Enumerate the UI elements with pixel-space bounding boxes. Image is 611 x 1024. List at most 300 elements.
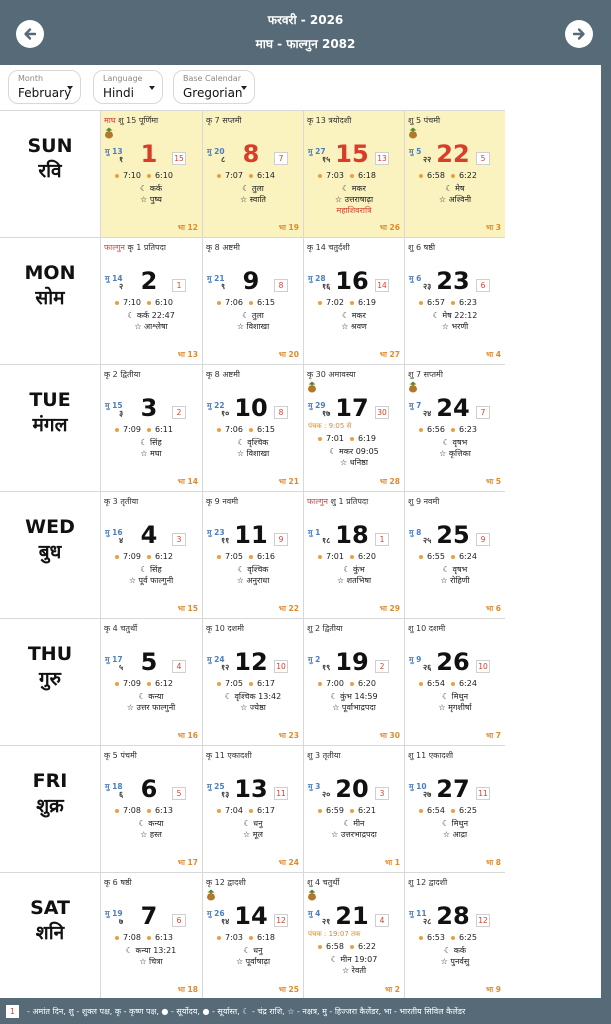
hijri-date: मु 24: [207, 655, 225, 664]
weekday-hindi: बुध: [38, 541, 62, 563]
moon-rashi: ☾ मिथुन: [441, 692, 469, 701]
tithi-number-box: 2: [375, 660, 389, 673]
gregorian-day-number: 24: [436, 394, 470, 422]
sun-times: [115, 933, 202, 942]
hijri-date: मु 10: [409, 782, 427, 791]
sunrise-icon: [115, 555, 119, 559]
sunset-time: 6:16: [256, 552, 275, 561]
base-calendar-select[interactable]: [173, 70, 255, 104]
hijri-date: मु 19: [105, 909, 123, 918]
moon-rashi: ☾ वृश्चिक 13:42: [224, 692, 282, 701]
sunrise-icon: [419, 428, 423, 432]
weekday-label-sun: [0, 110, 100, 237]
moon-rashi: ☾ मकर 09:05: [329, 447, 379, 456]
indian-civil-date: भा 17: [177, 858, 198, 867]
sunrise-time: 6:58: [427, 171, 445, 180]
sunset-time: 6:12: [154, 679, 173, 688]
nakshatra: ☆ शतभिषा: [336, 576, 372, 585]
tithi-label: [408, 496, 439, 507]
weekday-label-thu: [0, 618, 100, 745]
tithi-number-box: 9: [476, 533, 490, 546]
tithi-label: [307, 750, 341, 761]
day-cell[interactable]: [100, 491, 202, 618]
hindu-month-name: फाल्गुन: [104, 243, 125, 252]
hijri-date: मु 13: [105, 147, 123, 156]
tithi-text: शु 6 षष्ठी: [408, 243, 436, 252]
moon-rashi: ☾ मकर: [342, 311, 366, 320]
sunset-time: 6:20: [357, 679, 376, 688]
sunset-time: 6:18: [357, 171, 376, 180]
tithi-text: कृ 5 पंचमी: [104, 751, 137, 760]
tithi-text: कृ 10 दशमी: [206, 624, 244, 633]
sunrise-time: 7:05: [225, 679, 243, 688]
sunset-time: 6:17: [256, 679, 275, 688]
indian-civil-date: भा 18: [177, 985, 198, 994]
gregorian-day-number: 5: [140, 648, 158, 676]
tithi-number-box: 10: [476, 660, 490, 673]
sun-times: [318, 298, 404, 307]
tithi-label: [104, 242, 166, 253]
nakshatra: ☆ अश्विनी: [438, 195, 472, 204]
tithi-label: [104, 496, 138, 507]
gregorian-day-number: 1: [140, 140, 158, 168]
calendar-grid: [0, 110, 601, 998]
hijri-date: मु 23: [207, 528, 225, 537]
indian-civil-date: भा 27: [379, 350, 400, 359]
sunrise-icon: [318, 945, 322, 949]
tithi-text: शु 4 चतुर्थी: [307, 878, 340, 887]
weekday-english: FRI: [32, 770, 68, 792]
hijri-date: मु 11: [409, 909, 427, 918]
moon-rashi: ☾ कर्क: [139, 184, 162, 193]
gregorian-day-number: 14: [234, 902, 268, 930]
hijri-date: मु 9: [409, 655, 422, 664]
sunrise-icon: [115, 936, 119, 940]
sunrise-icon: [115, 682, 119, 686]
nakshatra: ☆ पूर्वाषाढ़ा: [235, 957, 271, 966]
hijri-date: मु 25: [207, 782, 225, 791]
sunrise-icon: [419, 174, 423, 178]
devanagari-date: १९: [322, 663, 331, 672]
sun-times: [318, 434, 404, 443]
devanagari-date: २५: [423, 536, 432, 545]
gregorian-day-number: 12: [234, 648, 268, 676]
sunrise-icon: [419, 301, 423, 305]
sunset-time: 6:23: [458, 425, 477, 434]
gregorian-day-number: 6: [140, 775, 158, 803]
day-cell[interactable]: [303, 364, 404, 491]
day-cell[interactable]: [404, 745, 505, 872]
sun-times: [419, 806, 505, 815]
month-select-value: February: [18, 86, 72, 100]
nakshatra: ☆ स्वाति: [240, 195, 266, 204]
weekday-hindi: गुरु: [38, 668, 62, 690]
month-select[interactable]: [8, 70, 81, 104]
day-cell[interactable]: [100, 237, 202, 364]
gregorian-day-number: 27: [436, 775, 470, 803]
tithi-text: शु 10 दशमी: [408, 624, 446, 633]
sunset-icon: [350, 945, 354, 949]
tithi-number-box: 3: [375, 787, 389, 800]
gregorian-day-number: 4: [140, 521, 158, 549]
tithi-text: कृ 12 द्वादशी: [206, 878, 246, 887]
sunset-icon: [451, 936, 455, 940]
hijri-date: मु 28: [308, 274, 326, 283]
sunrise-time: 7:08: [123, 933, 141, 942]
weekday-label-mon: [0, 237, 100, 364]
day-cell[interactable]: [404, 110, 505, 237]
sunrise-time: 6:53: [427, 933, 445, 942]
sunset-icon: [451, 809, 455, 813]
sunset-time: 6:21: [357, 806, 376, 815]
day-cell[interactable]: [100, 618, 202, 745]
devanagari-date: १: [119, 155, 124, 164]
sunset-time: 6:14: [256, 171, 275, 180]
moon-rashi: ☾ वृषभ: [442, 438, 468, 447]
sun-times: [419, 679, 505, 688]
legend-text: - अमांत दिन, शु - शुक्ल पक्ष, कृ - कृष्ण पक्ष, ● - सूर्योदय, ● - सूर्यास्त, ☾ - चंद्र राशि, ☆ - नक्षत्र, मु - हिज्जरा कैलेंडर, भा - भारतीय सिविल कैलेंडर: [27, 1007, 466, 1016]
sunrise-time: 7:03: [225, 933, 243, 942]
day-cell[interactable]: [100, 110, 202, 237]
devanagari-date: २४: [423, 409, 432, 418]
sunrise-icon: [318, 174, 322, 178]
sun-times: [419, 425, 505, 434]
sunset-time: 6:10: [154, 171, 173, 180]
sunset-time: 6:20: [357, 552, 376, 561]
day-cell[interactable]: [202, 110, 303, 237]
hijri-date: मु 29: [308, 401, 326, 410]
nakshatra: ☆ भरणी: [441, 322, 469, 331]
tithi-label: [408, 369, 443, 380]
day-cell[interactable]: [303, 237, 404, 364]
devanagari-date: २७: [423, 790, 432, 799]
tithi-number-box: 4: [172, 660, 186, 673]
moon-rashi: ☾ मीन: [343, 819, 365, 828]
gregorian-day-number: 2: [140, 267, 158, 295]
panchak-label: पंचक : 9:05 से: [308, 422, 352, 430]
hijri-date: मु 26: [207, 909, 225, 918]
indian-civil-date: भा 3: [485, 223, 501, 232]
tithi-label: [408, 877, 447, 888]
sunset-time: 6:12: [154, 552, 173, 561]
nakshatra: ☆ रेवती: [341, 966, 367, 975]
sunset-icon: [147, 428, 151, 432]
devanagari-date: २: [119, 282, 124, 291]
sunset-time: 6:13: [154, 806, 173, 815]
tithi-number-box: 8: [274, 406, 288, 419]
tithi-label: [206, 242, 240, 253]
arrow-right-icon: [571, 26, 587, 42]
weekday-label-wed: [0, 491, 100, 618]
gregorian-day-number: 20: [335, 775, 369, 803]
sun-times: [419, 552, 505, 561]
sunrise-icon: [217, 555, 221, 559]
sunrise-time: 7:02: [326, 298, 344, 307]
moon-rashi: ☾ कन्या 13:21: [125, 946, 177, 955]
gregorian-day-number: 15: [335, 140, 369, 168]
indian-civil-date: भा 15: [177, 604, 198, 613]
hijri-date: मु 16: [105, 528, 123, 537]
hijri-date: मु 7: [409, 401, 422, 410]
month-select-label: Month: [18, 74, 44, 83]
devanagari-date: १३: [221, 790, 230, 799]
indian-civil-date: भा 2: [384, 985, 400, 994]
nakshatra: ☆ पुनर्वसु: [440, 957, 470, 966]
tithi-label: [408, 750, 453, 761]
nakshatra: ☆ मृगशीर्षा: [438, 703, 472, 712]
indian-civil-date: भा 25: [278, 985, 299, 994]
tithi-label: [206, 496, 238, 507]
tithi-label: [307, 242, 350, 253]
sunset-time: 6:15: [256, 425, 275, 434]
hijri-date: मु 15: [105, 401, 123, 410]
sunrise-time: 6:55: [427, 552, 445, 561]
nakshatra: ☆ अनुराधा: [236, 576, 270, 585]
chevron-down-icon: [67, 86, 73, 90]
tithi-label: [104, 750, 137, 761]
sunset-icon: [451, 555, 455, 559]
sunrise-time: 7:07: [225, 171, 243, 180]
sunset-icon: [451, 174, 455, 178]
gregorian-day-number: 8: [242, 140, 260, 168]
nakshatra: ☆ आश्लेषा: [134, 322, 168, 331]
gregorian-day-number: 26: [436, 648, 470, 676]
kalash-icon: [408, 381, 418, 393]
tithi-label: [408, 242, 435, 253]
weekday-english: SUN: [27, 135, 73, 157]
sunrise-time: 7:06: [225, 425, 243, 434]
day-cell[interactable]: [202, 364, 303, 491]
tithi-number-box: 12: [476, 914, 490, 927]
day-cell[interactable]: [404, 491, 505, 618]
tithi-text: शु 7 सप्तमी: [408, 370, 443, 379]
devanagari-date: ३: [119, 409, 124, 418]
indian-civil-date: भा 28: [379, 477, 400, 486]
tithi-text: कृ 6 षष्ठी: [104, 878, 132, 887]
sun-times: [217, 933, 303, 942]
indian-civil-date: भा 5: [485, 477, 501, 486]
tithi-text: कृ 30 अमावस्या: [307, 370, 356, 379]
sun-times: [419, 171, 505, 180]
day-cell[interactable]: [202, 745, 303, 872]
sunset-icon: [147, 555, 151, 559]
devanagari-date: २८: [423, 917, 432, 926]
hijri-date: मु 27: [308, 147, 326, 156]
panchak-label: पंचक : 19:07 तक: [308, 930, 361, 938]
hijri-date: मु 21: [207, 274, 225, 283]
sunset-icon: [147, 174, 151, 178]
day-cell[interactable]: [202, 237, 303, 364]
next-month-button[interactable]: [565, 20, 593, 48]
sun-times: [217, 679, 303, 688]
indian-civil-date: भा 22: [278, 604, 299, 613]
tithi-text: कृ 4 चतुर्थी: [104, 624, 138, 633]
sunset-time: 6:24: [458, 552, 477, 561]
app-header: [0, 0, 611, 65]
sunrise-time: 7:08: [123, 806, 141, 815]
gregorian-day-number: 25: [436, 521, 470, 549]
kalash-icon: [206, 889, 216, 901]
sunrise-icon: [217, 809, 221, 813]
hijri-date: मु 17: [105, 655, 123, 664]
nakshatra: ☆ उत्तराषाढ़ा: [334, 195, 374, 204]
indian-civil-date: भा 29: [379, 604, 400, 613]
weekday-label-tue: [0, 364, 100, 491]
weekday-english: WED: [25, 516, 75, 538]
day-cell[interactable]: [202, 491, 303, 618]
tithi-number-box: 12: [274, 914, 288, 927]
indian-civil-date: भा 24: [278, 858, 299, 867]
sunrise-icon: [419, 682, 423, 686]
sun-times: [115, 171, 202, 180]
tithi-text: शु 12 द्वादशी: [408, 878, 448, 887]
tithi-label: [408, 115, 440, 126]
day-cell[interactable]: [100, 364, 202, 491]
sunset-icon: [451, 301, 455, 305]
devanagari-date: ७: [119, 917, 124, 926]
tithi-text: कृ 8 अष्टमी: [206, 370, 240, 379]
indian-civil-date: भा 9: [485, 985, 501, 994]
sunset-icon: [147, 936, 151, 940]
sunset-icon: [350, 437, 354, 441]
devanagari-date: २२: [423, 155, 432, 164]
devanagari-date: ८: [221, 155, 226, 164]
moon-rashi: ☾ धनु: [243, 819, 263, 828]
kalash-icon: [307, 381, 317, 393]
weekday-english: MON: [24, 262, 76, 284]
sunrise-time: 6:58: [326, 942, 344, 951]
indian-civil-date: भा 14: [177, 477, 198, 486]
indian-civil-date: भा 1: [384, 858, 400, 867]
side-strip: [601, 65, 611, 998]
moon-rashi: ☾ मेष: [445, 184, 465, 193]
sunrise-icon: [217, 174, 221, 178]
sunset-time: 6:24: [458, 679, 477, 688]
sunrise-icon: [318, 555, 322, 559]
moon-rashi: ☾ मकर: [342, 184, 366, 193]
tithi-text: कृ 3 तृतीया: [104, 497, 139, 506]
tithi-number-box: 5: [476, 152, 490, 165]
devanagari-date: १२: [221, 663, 230, 672]
sunset-time: 6:10: [154, 298, 173, 307]
tithi-text: शु 5 पंचमी: [408, 116, 441, 125]
moon-rashi: ☾ कुंभ: [343, 565, 365, 574]
language-select[interactable]: [93, 70, 163, 104]
tithi-label: [408, 623, 445, 634]
tithi-number-box: 1: [172, 279, 186, 292]
day-cell[interactable]: [100, 745, 202, 872]
tithi-text: कृ 2 द्वितीया: [104, 370, 141, 379]
sunrise-time: 6:54: [427, 806, 445, 815]
sunset-time: 6:15: [256, 298, 275, 307]
hindu-month-name: माघ: [104, 116, 116, 125]
sunset-time: 6:25: [458, 806, 477, 815]
day-cell[interactable]: [303, 110, 404, 237]
day-cell[interactable]: [404, 364, 505, 491]
sun-times: [115, 298, 202, 307]
tithi-text: कृ 11 एकादशी: [206, 751, 252, 760]
tithi-number-box: 7: [476, 406, 490, 419]
tithi-label: [206, 369, 240, 380]
indian-civil-date: भा 26: [379, 223, 400, 232]
day-cell[interactable]: [404, 872, 505, 999]
sunset-icon: [147, 682, 151, 686]
sunset-icon: [249, 809, 253, 813]
weekday-hindi: मंगल: [32, 414, 68, 436]
sunrise-icon: [115, 809, 119, 813]
day-cell[interactable]: [303, 745, 404, 872]
day-cell[interactable]: [202, 872, 303, 999]
tithi-number-box: 2: [172, 406, 186, 419]
tithi-label: [307, 496, 368, 507]
tithi-label: [206, 115, 242, 126]
indian-civil-date: भा 23: [278, 731, 299, 740]
tithi-text: शु 1 प्रतिपदा: [330, 497, 369, 506]
hijri-date: मु 5: [409, 147, 422, 156]
hijri-date: मु 6: [409, 274, 422, 283]
sun-times: [318, 171, 404, 180]
tithi-number-box: 4: [375, 914, 389, 927]
sunset-time: 6:13: [154, 933, 173, 942]
moon-rashi: ☾ सिंह: [140, 565, 162, 574]
nakshatra: ☆ पुष्य: [140, 195, 162, 204]
day-cell[interactable]: [303, 872, 404, 999]
day-cell[interactable]: [303, 491, 404, 618]
tithi-number-box: 5: [172, 787, 186, 800]
sun-times: [217, 806, 303, 815]
tithi-label: [307, 877, 339, 888]
sunrise-time: 6:57: [427, 298, 445, 307]
sunrise-time: 7:01: [326, 552, 344, 561]
indian-civil-date: भा 6: [485, 604, 501, 613]
nakshatra: ☆ श्रवण: [341, 322, 367, 331]
sunrise-time: 7:10: [123, 298, 141, 307]
sunrise-icon: [115, 428, 119, 432]
tithi-number-box: 11: [274, 787, 288, 800]
sun-times: [217, 425, 303, 434]
nakshatra: ☆ मघा: [140, 449, 162, 458]
hijri-date: मु 1: [308, 528, 321, 537]
indian-civil-date: भा 16: [177, 731, 198, 740]
sunset-icon: [350, 682, 354, 686]
day-cell[interactable]: [404, 618, 505, 745]
sun-times: [217, 298, 303, 307]
sunrise-icon: [419, 936, 423, 940]
selector-bar: [0, 68, 601, 108]
base-calendar-select-label: Base Calendar: [183, 74, 241, 83]
hijri-date: मु 20: [207, 147, 225, 156]
sun-times: [115, 552, 202, 561]
moon-rashi: ☾ मिथुन: [441, 819, 469, 828]
gregorian-day-number: 22: [436, 140, 470, 168]
day-cell[interactable]: [100, 872, 202, 999]
kalash-icon: [307, 889, 317, 901]
nakshatra: ☆ पूर्व फाल्गुनी: [128, 576, 174, 585]
day-cell[interactable]: [404, 237, 505, 364]
day-cell[interactable]: [303, 618, 404, 745]
weekday-hindi: सोम: [35, 287, 65, 309]
devanagari-date: १६: [322, 282, 331, 291]
tithi-number-box: 1: [375, 533, 389, 546]
sunrise-time: 7:09: [123, 425, 141, 434]
hindu-month-title: माघ - फाल्गुन 2082: [255, 37, 356, 51]
indian-civil-date: भा 21: [278, 477, 299, 486]
sun-times: [318, 552, 404, 561]
day-cell[interactable]: [202, 618, 303, 745]
moon-rashi: ☾ मेष 22:12: [432, 311, 478, 320]
tithi-label: [104, 623, 137, 634]
nakshatra: ☆ उत्तरभाद्रपदा: [331, 830, 377, 839]
